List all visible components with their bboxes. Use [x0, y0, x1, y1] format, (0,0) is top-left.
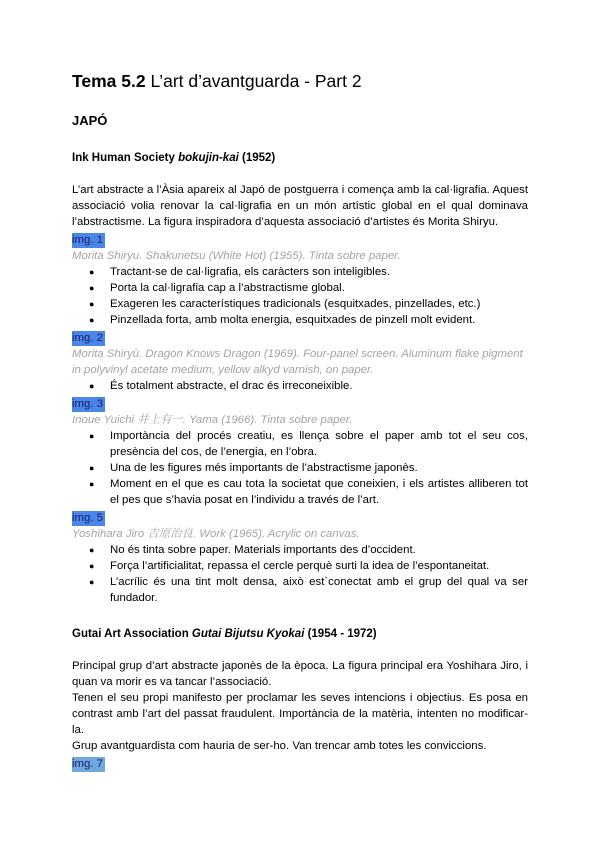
img-reference-5[interactable]: img. 5 [72, 512, 104, 524]
list-item: ● Exageren les característiques tradicionals (esquitxades, pinzellades, etc.) [72, 296, 528, 312]
list-item: ● Porta la cal·ligrafia cap a l’abstractisme global. [72, 280, 528, 296]
image-caption-5: Yoshihara Jiro 吉原治良. Work (1965). Acrylic on canvas. [72, 528, 360, 540]
image-block-1 [72, 230, 528, 328]
list-item: ● No és tinta sobre paper. Materials importants des d’occident. [72, 542, 528, 558]
bullet-list-2 [72, 378, 528, 394]
heading-italic: bokujin-kai [178, 152, 239, 164]
heading-year: (1954 - 1972) [304, 628, 377, 640]
list-item: ● Pinzellada forta, amb molta energia, esquitxades de pinzell molt evident. [72, 312, 528, 328]
img-reference-1[interactable]: img. 1 [72, 234, 104, 246]
ink-society-heading [72, 150, 528, 166]
gutai-paragraph-1: Principal grup d’art abstracte japonès de la època. La figura principal era Yoshihara Jiro, i quan va morir es va tancar l’associació. [72, 660, 528, 688]
img-reference-7[interactable]: img. 7 [72, 758, 104, 770]
gutai-heading [72, 626, 528, 642]
bullet-list-3 [72, 428, 528, 508]
image-block-5 [72, 508, 528, 606]
list-item: ● Una de les figures més importants de l’abstractisme japonès. [72, 460, 528, 476]
image-caption-3: Inoue Yuichi 井上有一. Yama (1966). Tinta sobre paper. [72, 414, 353, 426]
list-item: ● Importància del procés creatiu, es llença sobre el paper amb tot el seu cos, presència del cos, de l’energia, en l’obra. [72, 428, 528, 460]
section-heading: JAPÓ [72, 113, 108, 128]
list-item: ● És totalment abstracte, el drac és irreconeixible. [72, 378, 528, 394]
gutai-paragraph-2: Tenen el seu propi manifesto per proclamar les seves intencions i objectius. Es posa en contrast amb l’art del passat fraudulent. Importància de la matèria, intenten no modificar-la. [72, 692, 528, 736]
bullet-list-5 [72, 542, 528, 606]
gutai-paragraph-3: Grup avantguardista com hauria de ser-ho. Van trencar amb totes les conviccions. [72, 740, 487, 752]
heading-italic: Gutai Bijutsu Kyokai [191, 628, 305, 640]
image-caption-2: Morita Shiryū. Dragon Knows Dragon (1969). Four-panel screen. Aluminum flake pigment in polyvinyl acetate medium, yellow alkyd varnish, on paper. [72, 348, 523, 376]
heading-text: Ink Human Society [72, 152, 179, 164]
title-rest: L’art d’avantguarda - Part 2 [145, 71, 362, 91]
img-reference-3[interactable]: img. 3 [72, 398, 104, 410]
page-title [72, 70, 528, 92]
ink-intro-paragraph: L’art abstracte a l’Àsia apareix al Japó de postguerra i comença amb la cal·ligrafia. Aquest associació volia renovar la cal·ligrafia en un món artístic global en el qual dominava l’abstractisme. La figura inspiradora d’aquesta associació d’artistes és Morita Shiryu. [72, 184, 528, 228]
list-item: ● Moment en el que es cau tota la societat que coneixien, i els artistes alliberen tot el pes que s’havia posat en l’individu a través de l’art. [72, 476, 528, 508]
img-reference-2[interactable]: img. 2 [72, 332, 104, 344]
heading-text: Gutai Art Association [72, 628, 192, 640]
image-block-3 [72, 394, 528, 508]
bullet-list-1 [72, 264, 528, 328]
image-block-2 [72, 328, 528, 394]
title-bold: Tema 5.2 [72, 71, 146, 91]
list-item: ● Tractant-se de cal·ligrafia, els caràcters son inteligibles. [72, 264, 528, 280]
heading-year: (1952) [238, 152, 276, 164]
document-page [72, 70, 528, 772]
list-item: ● L’acrílic és una tint molt densa, això est`conectat amb el grup del qual va ser fundador. [72, 574, 528, 606]
image-caption-1: Morita Shiryu. Shakunetsu (White Hot) (1955). Tinta sobre paper. [72, 250, 401, 262]
list-item: ● Força l’artificialitat, repassa el cercle perquè surti la idea de l’espontaneitat. [72, 558, 528, 574]
